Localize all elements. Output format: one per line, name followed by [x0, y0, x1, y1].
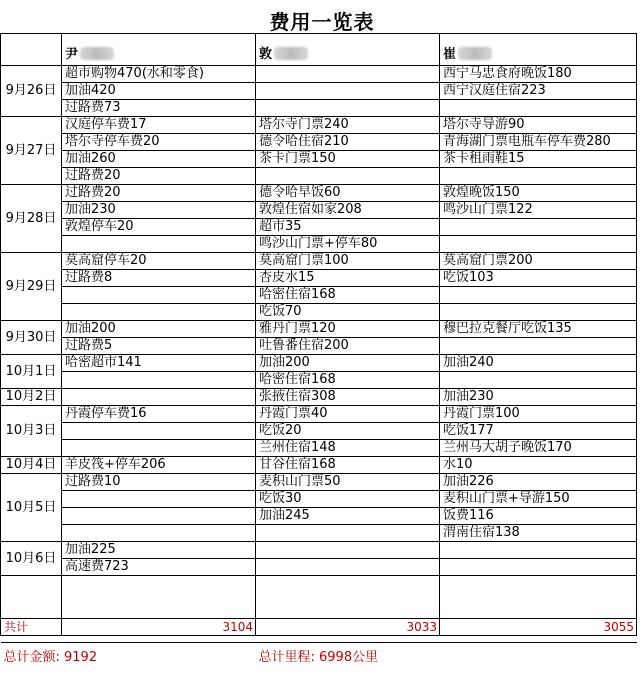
expense-cell-person-3[interactable]: 麦积山门票+导游150	[440, 491, 637, 508]
expense-cell-person-2[interactable]: 加油245	[256, 508, 440, 525]
expense-cell-person-1[interactable]	[62, 372, 256, 389]
expense-cell-person-1[interactable]: 超市购物470(水和零食)	[62, 66, 256, 83]
expense-cell-person-2[interactable]: 德令哈早饭60	[256, 185, 440, 202]
expense-cell-person-2[interactable]: 麦积山门票50	[256, 474, 440, 491]
date-cell[interactable]: 9月27日	[1, 117, 62, 185]
expense-cell-person-3[interactable]	[440, 219, 637, 236]
date-cell[interactable]: 9月29日	[1, 253, 62, 321]
expense-cell-person-2[interactable]: 茶卡门票150	[256, 151, 440, 168]
expense-cell-person-1[interactable]	[62, 389, 256, 406]
expense-cell-person-1[interactable]	[62, 440, 256, 457]
expense-cell-person-3[interactable]: 水10	[440, 457, 637, 474]
total-amount[interactable]: 总计金额: 9192	[3, 650, 98, 665]
table-row	[1, 508, 637, 525]
expense-cell-person-2[interactable]: 吐鲁番住宿200	[256, 338, 440, 355]
expense-cell-person-2[interactable]: 兰州住宿148	[256, 440, 440, 457]
expense-cell-person-3[interactable]: 穆巴拉克餐厅吃饭135	[440, 321, 637, 338]
expense-cell-person-2[interactable]	[256, 542, 440, 559]
table-row	[1, 236, 637, 253]
expense-cell-person-3[interactable]: 塔尔寺导游90	[440, 117, 637, 134]
expense-cell-person-2[interactable]	[256, 83, 440, 100]
expense-cell-person-2[interactable]: 甘谷住宿168	[256, 457, 440, 474]
expense-cell-person-1[interactable]: 加油260	[62, 151, 256, 168]
expense-cell-person-2[interactable]: 雅丹门票120	[256, 321, 440, 338]
table-row	[1, 389, 637, 406]
expense-cell-person-2[interactable]: 张掖住宿308	[256, 389, 440, 406]
date-cell[interactable]: 10月3日	[1, 406, 62, 457]
total-mileage[interactable]: 总计里程: 6998公里	[258, 650, 379, 665]
expense-cell-person-2[interactable]	[256, 100, 440, 117]
date-cell[interactable]: 10月4日	[1, 457, 62, 474]
expense-cell-person-2[interactable]	[256, 525, 440, 542]
expense-cell-person-3[interactable]: 渭南住宿138	[440, 525, 637, 542]
table-row	[1, 491, 637, 508]
expense-cell-person-1[interactable]	[62, 525, 256, 542]
expense-cell-person-2[interactable]	[256, 66, 440, 83]
expense-cell-person-3[interactable]	[440, 100, 637, 117]
date-cell[interactable]: 9月28日	[1, 185, 62, 253]
expense-cell-person-2[interactable]: 加油200	[256, 355, 440, 372]
expense-cell-person-2[interactable]: 丹霞门票40	[256, 406, 440, 423]
table-row	[1, 559, 637, 576]
expense-cell-person-1[interactable]: 加油230	[62, 202, 256, 219]
table-row	[1, 185, 637, 202]
header-date-cell[interactable]	[1, 34, 62, 66]
expense-cell-person-2[interactable]: 哈密住宿168	[256, 372, 440, 389]
date-cell[interactable]: 10月1日	[1, 355, 62, 389]
table-row	[1, 423, 637, 440]
table-row	[1, 525, 637, 542]
table-row	[1, 355, 637, 372]
expense-cell-person-2[interactable]: 莫高窟门票100	[256, 253, 440, 270]
total-person-1[interactable]: 3104	[62, 619, 256, 636]
table-row	[1, 372, 637, 389]
table-row	[1, 151, 637, 168]
expense-cell-person-3[interactable]	[440, 559, 637, 576]
sheet-title: 费用一览表	[269, 10, 375, 34]
expense-cell-person-3[interactable]	[440, 338, 637, 355]
table-row	[1, 134, 637, 151]
table-row	[1, 406, 637, 423]
expense-table	[0, 33, 637, 673]
table-row	[1, 168, 637, 185]
header-person-3[interactable]: 崔	[440, 34, 637, 66]
expense-cell-person-3[interactable]	[440, 168, 637, 185]
expense-cell-person-3[interactable]	[440, 236, 637, 253]
expense-cell-person-2[interactable]: 杏皮水15	[256, 270, 440, 287]
expense-cell-person-1[interactable]: 哈密超市141	[62, 355, 256, 372]
expense-cell-person-2[interactable]: 哈密住宿168	[256, 287, 440, 304]
table-row	[1, 202, 637, 219]
date-cell[interactable]: 10月2日	[1, 389, 62, 406]
expense-cell-person-3[interactable]	[440, 372, 637, 389]
expense-cell-person-3[interactable]	[440, 287, 637, 304]
expense-cell-person-2[interactable]: 塔尔寺门票240	[256, 117, 440, 134]
table-row	[1, 66, 637, 83]
expense-cell-person-3[interactable]: 西宁马忠食府晚饭180	[440, 66, 637, 83]
table-row	[1, 83, 637, 100]
table-row	[1, 253, 637, 270]
expense-cell-person-3[interactable]	[440, 304, 637, 321]
totals-row	[1, 619, 637, 636]
table-row	[1, 117, 637, 134]
date-cell[interactable]: 10月6日	[1, 542, 62, 576]
expense-cell-person-2[interactable]: 吃饭30	[256, 491, 440, 508]
expense-cell-person-1[interactable]: 过路费5	[62, 338, 256, 355]
redacted-name-blur	[458, 47, 492, 60]
expense-cell-person-1[interactable]	[62, 236, 256, 253]
expense-cell-person-3[interactable]: 丹霞门票100	[440, 406, 637, 423]
expense-cell-person-1[interactable]	[62, 508, 256, 525]
expense-cell-person-2[interactable]: 鸣沙山门票+停车80	[256, 236, 440, 253]
expense-cell-person-1[interactable]	[62, 287, 256, 304]
expense-cell-person-1[interactable]: 加油200	[62, 321, 256, 338]
expense-cell-person-3[interactable]: 加油230	[440, 389, 637, 406]
expense-cell-person-3[interactable]: 兰州马大胡子晚饭170	[440, 440, 637, 457]
totals-label[interactable]: 共计	[1, 619, 62, 636]
expense-cell-person-1[interactable]: 加油225	[62, 542, 256, 559]
redacted-name-blur	[80, 47, 114, 60]
expense-cell-person-1[interactable]: 过路费10	[62, 474, 256, 491]
expense-cell-person-3[interactable]: 加油240	[440, 355, 637, 372]
expense-cell-person-1[interactable]: 过路费8	[62, 270, 256, 287]
expense-cell-person-1[interactable]	[62, 423, 256, 440]
expense-cell-person-1[interactable]: 过路费20	[62, 168, 256, 185]
table-row	[1, 219, 637, 236]
expense-cell-person-1[interactable]: 丹霞停车费16	[62, 406, 256, 423]
table-row	[1, 321, 637, 338]
expense-cell-person-1[interactable]: 汉庭停车费17	[62, 117, 256, 134]
table-row	[1, 440, 637, 457]
date-cell[interactable]: 9月30日	[1, 321, 62, 355]
table-row	[1, 287, 637, 304]
expense-cell-person-1[interactable]: 高速费723	[62, 559, 256, 576]
expense-cell-person-3[interactable]: 西宁汉庭住宿223	[440, 83, 637, 100]
expense-cell-person-2[interactable]: 敦煌住宿如家208	[256, 202, 440, 219]
expense-cell-person-1[interactable]: 敦煌停车20	[62, 219, 256, 236]
expense-cell-person-1[interactable]: 塔尔寺停车费20	[62, 134, 256, 151]
redacted-name-blur	[274, 47, 308, 60]
expense-cell-person-3[interactable]: 加油226	[440, 474, 637, 491]
total-person-3[interactable]: 3055	[440, 619, 637, 636]
header-person-2[interactable]: 敦	[256, 34, 440, 66]
expense-cell-person-3[interactable]: 吃饭103	[440, 270, 637, 287]
expense-cell-person-2[interactable]: 吃饭70	[256, 304, 440, 321]
expense-cell-person-1[interactable]: 过路费20	[62, 185, 256, 202]
table-row	[1, 304, 637, 321]
header-row	[1, 34, 637, 66]
expense-cell-person-3[interactable]: 茶卡租雨鞋15	[440, 151, 637, 168]
table-row	[1, 457, 637, 474]
table-row	[1, 542, 637, 559]
header-person-1[interactable]: 尹	[62, 34, 256, 66]
expense-cell-person-3[interactable]: 鸣沙山门票122	[440, 202, 637, 219]
blank-row	[1, 576, 637, 619]
expense-cell-person-3[interactable]: 敦煌晚饭150	[440, 185, 637, 202]
expense-cell-person-1[interactable]	[62, 304, 256, 321]
total-person-2[interactable]: 3033	[256, 619, 440, 636]
table-row	[1, 100, 637, 117]
expense-cell-person-2[interactable]: 超市35	[256, 219, 440, 236]
expense-cell-person-1[interactable]	[62, 491, 256, 508]
expense-cell-person-3[interactable]	[440, 542, 637, 559]
expense-cell-person-3[interactable]: 吃饭177	[440, 423, 637, 440]
table-row	[1, 338, 637, 355]
expense-cell-person-3[interactable]: 青海湖门票电瓶车停车费280	[440, 134, 637, 151]
expense-cell-person-1[interactable]: 加油420	[62, 83, 256, 100]
table-row	[1, 474, 637, 491]
expense-cell-person-1[interactable]: 莫高窟停车20	[62, 253, 256, 270]
expense-cell-person-3[interactable]: 饭费116	[440, 508, 637, 525]
expense-cell-person-3[interactable]: 莫高窟门票200	[440, 253, 637, 270]
table-row	[1, 270, 637, 287]
expense-cell-person-2[interactable]: 德令哈住宿210	[256, 134, 440, 151]
summary-row	[1, 643, 637, 674]
expense-cell-person-1[interactable]: 过路费73	[62, 100, 256, 117]
date-cell[interactable]: 9月26日	[1, 66, 62, 117]
expense-cell-person-2[interactable]	[256, 168, 440, 185]
expense-cell-person-2[interactable]: 吃饭20	[256, 423, 440, 440]
date-cell[interactable]: 10月5日	[1, 474, 62, 542]
expense-cell-person-1[interactable]: 羊皮筏+停车206	[62, 457, 256, 474]
expense-cell-person-2[interactable]	[256, 559, 440, 576]
